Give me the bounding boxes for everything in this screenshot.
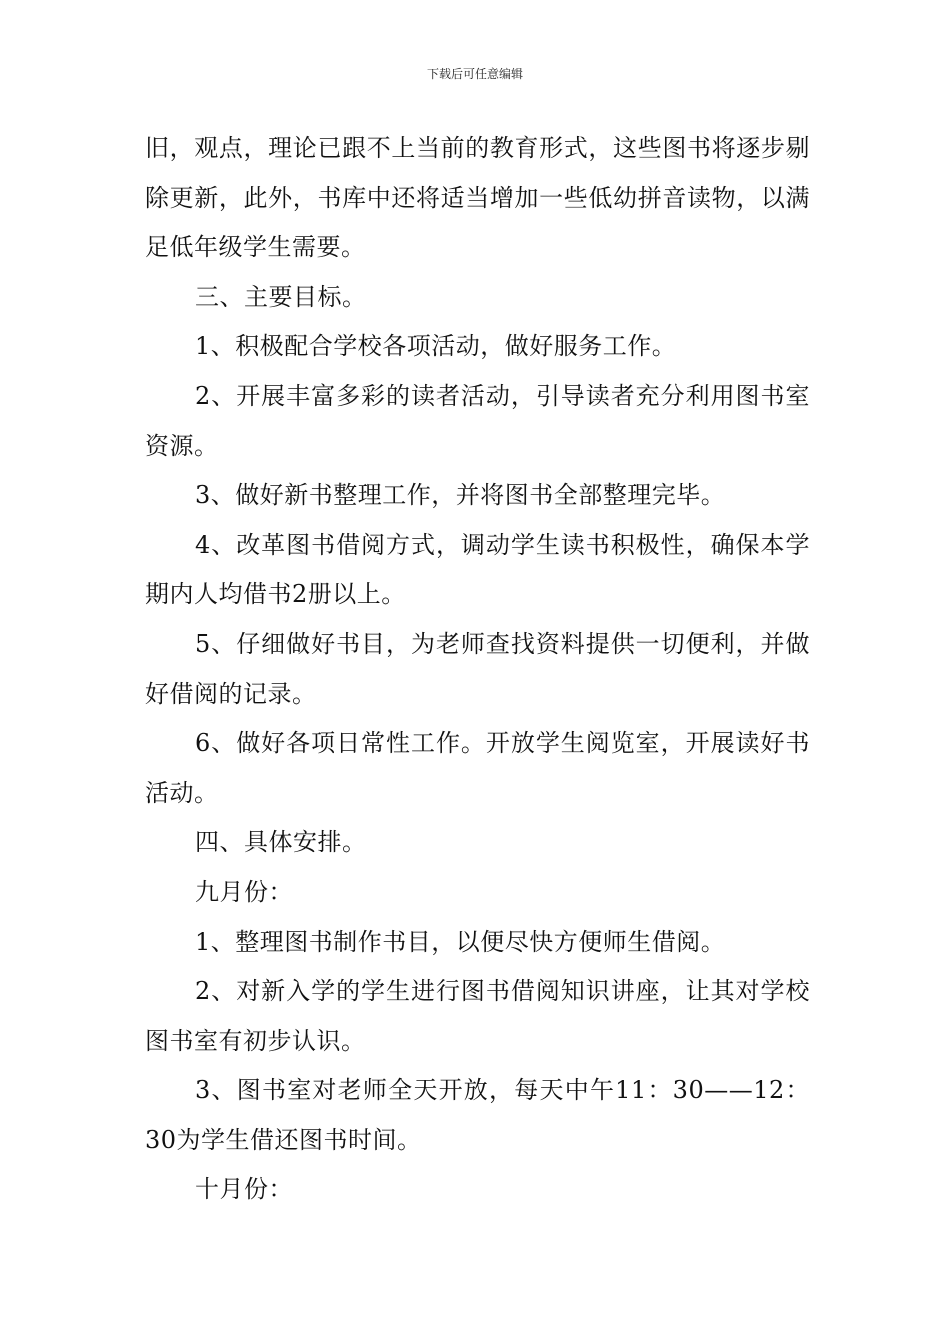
paragraph: 5、仔细做好书目，为老师查找资料提供一切便利，并做好借阅的记录。 (145, 629, 810, 708)
paragraph: 2、对新入学的学生进行图书借阅知识讲座，让其对学校图书室有初步认识。 (145, 977, 810, 1055)
paragraph: 6、做好各项日常性工作。开放学生阅览室，开展读好书活动。 (145, 729, 810, 807)
paragraph: 2、开展丰富多彩的读者活动，引导读者充分利用图书室资源。 (145, 381, 810, 460)
month-heading-september: 九月份： (195, 877, 293, 906)
section-heading-main-goals: 三、主要目标。 (195, 282, 367, 311)
paragraph: 旧，观点，理论已跟不上当前的教育形式，这些图书将逐步剔除更新，此外，书库中还将适当增加一些低幼拼音读物，以满足低年级学生需要。 (145, 134, 810, 262)
paragraph: 1、整理图书制作书目，以便尽快方便师生借阅。 (195, 927, 726, 956)
document-body (145, 124, 810, 1215)
section-heading-schedule: 四、具体安排。 (195, 828, 367, 857)
paragraph: 3、图书室对老师全天开放，每天中午11：30——12：30为学生借还图书时间。 (145, 1076, 810, 1154)
page-header: 下载后可任意编辑 (426, 67, 523, 81)
paragraph: 4、改革图书借阅方式，调动学生读书积极性，确保本学期内人均借书2册以上。 (145, 530, 810, 609)
month-heading-october: 十月份： (195, 1175, 293, 1204)
paragraph: 1、积极配合学校各项活动，做好服务工作。 (195, 332, 677, 361)
paragraph: 3、做好新书整理工作，并将图书全部整理完毕。 (195, 481, 726, 510)
